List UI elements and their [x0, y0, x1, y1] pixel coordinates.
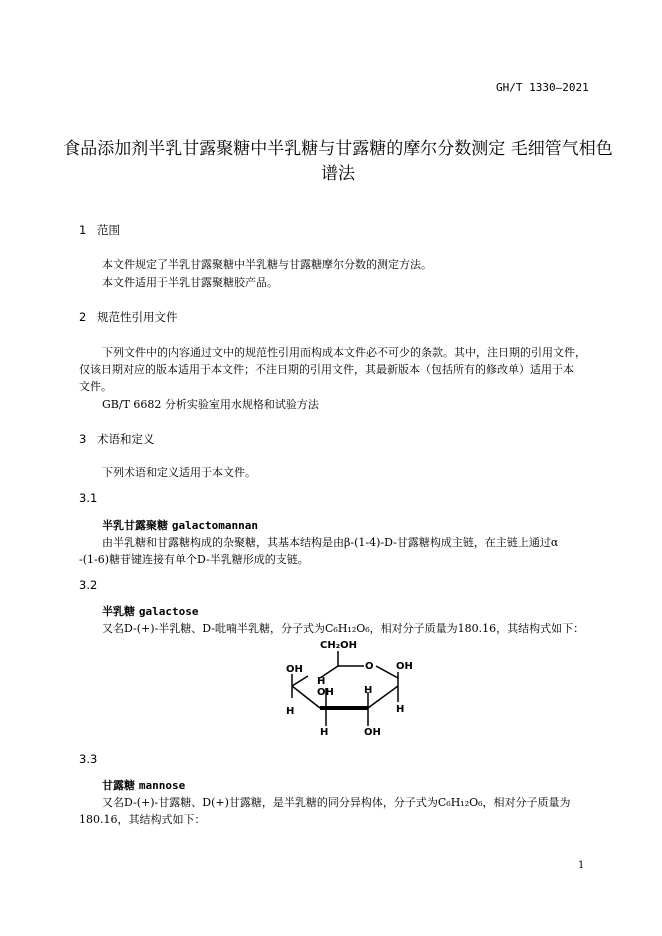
term-number: 3.2: [79, 578, 98, 592]
page-number: 1: [578, 860, 585, 871]
section-title: 术语和定义: [97, 432, 155, 446]
definition-line: 由半乳糖和甘露糖构成的杂聚糖，其基本结构是由β-(1-4)-D-甘露糖构成主链，在主链上通过α: [102, 536, 559, 549]
ring-bond-c2-c1: [368, 686, 398, 708]
galactose-structure: [280, 636, 430, 742]
c4-h-label: H: [286, 706, 295, 717]
paragraph-line: 仅该日期对应的版本适用于本文件；不注日期的引用文件，其最新版本（包括所有的修改单）适用于本: [79, 363, 574, 376]
term-english: galactose: [138, 605, 199, 618]
term-number: 3.1: [79, 491, 98, 505]
c1-h-label: H: [396, 704, 405, 715]
ring-oxygen-label: O: [365, 661, 374, 672]
standard-number: GH/T 1330—2021: [496, 81, 589, 94]
ring-bond-o-c1: [376, 666, 398, 678]
ring-bond-c4: [292, 676, 308, 686]
paragraph: 本文件适用于半乳甘露聚糖胶产品。: [102, 276, 278, 289]
paragraph-line: 文件。: [79, 380, 112, 393]
normative-reference: GB/T 6682 分析实验室用水规格和试验方法: [102, 398, 319, 411]
section-3-heading: [79, 431, 155, 447]
section-title: 范围: [97, 223, 120, 237]
section-title: 规范性引用文件: [97, 310, 178, 324]
definition-line: 又名D-(+)-半乳糖、D-吡喃半乳糖，分子式为C₆H₁₂O₆，相对分子质量为180.16，其结构式如下：: [102, 622, 585, 635]
term-chinese: 半乳甘露聚糖: [102, 519, 168, 532]
section-1-heading: [79, 222, 120, 238]
section-number: 2: [79, 310, 87, 324]
term-english: galactomannan: [171, 519, 258, 532]
section-2-heading: [79, 309, 178, 325]
c2-oh-label: OH: [364, 727, 381, 738]
ch2oh-label: CH₂OH: [320, 640, 357, 651]
term-heading: [102, 603, 198, 619]
paragraph: 下列术语和定义适用于本文件。: [102, 466, 256, 479]
c3-h-label: H: [317, 676, 326, 687]
definition-line: 又名D-(+)-甘露糖、D(+)甘露糖，是半乳糖的同分异构体，分子式为C₆H₁₂O₆，相对分子质量为: [102, 796, 571, 809]
document-title: 食品添加剂半乳甘露聚糖中半乳糖与甘露糖的摩尔分数测定 毛细管气相色谱法: [63, 139, 613, 184]
c1-oh-label: OH: [396, 661, 413, 672]
paragraph-line: 下列文件中的内容通过文中的规范性引用而构成本文件必不可少的条款。其中，注日期的引用文件，: [102, 346, 586, 359]
ring-bond-c4-c3: [292, 686, 320, 708]
c4-oh-label: OH: [286, 664, 303, 675]
term-chinese: 半乳糖: [102, 605, 135, 618]
c3-oh-label: OH: [317, 687, 334, 698]
term-number: 3.3: [79, 752, 98, 766]
definition-line: 180.16，其结构式如下：: [79, 813, 206, 826]
definition-line: -(1-6)糖苷键连接有单个D-半乳糖形成的支链。: [79, 553, 309, 566]
term-heading: [102, 777, 185, 793]
c2-h-label: H: [364, 685, 373, 696]
term-chinese: 甘露糖: [102, 779, 135, 792]
section-number: 3: [79, 432, 87, 446]
section-number: 1: [79, 223, 87, 237]
term-english: mannose: [138, 779, 186, 792]
paragraph: 本文件规定了半乳甘露聚糖中半乳糖与甘露糖摩尔分数的测定方法。: [102, 258, 432, 271]
c3-bottom-h-label: H: [320, 727, 329, 738]
term-heading: [102, 517, 258, 533]
